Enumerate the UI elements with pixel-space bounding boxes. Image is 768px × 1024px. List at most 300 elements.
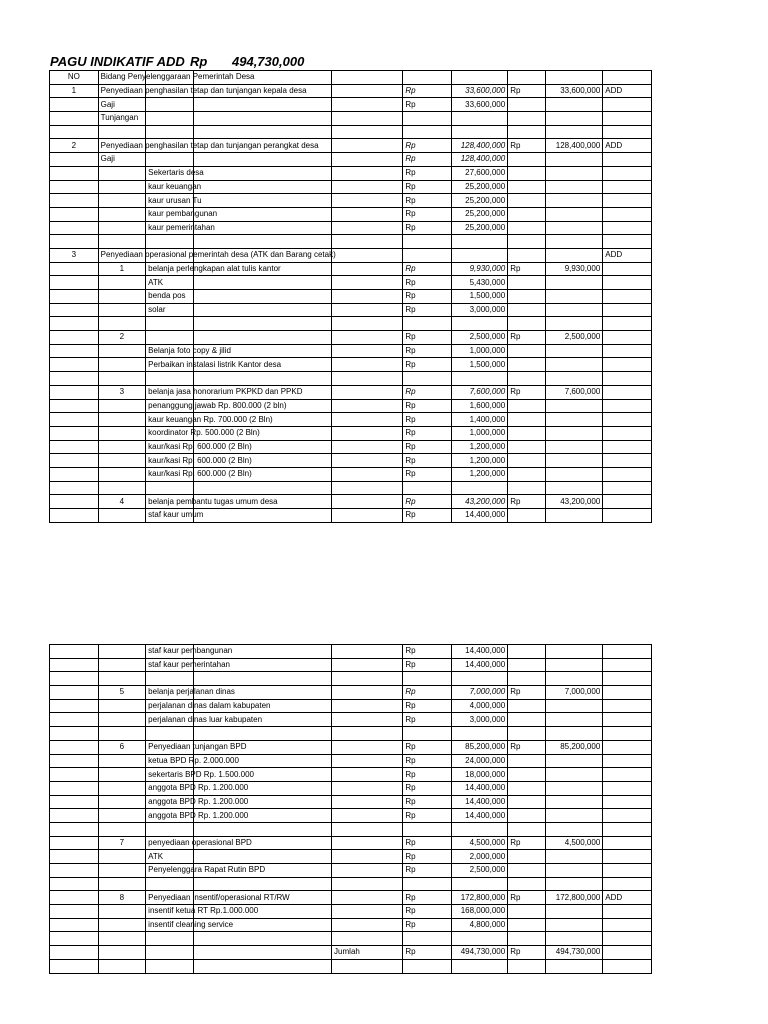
table-cell bbox=[98, 399, 146, 413]
table-cell: Rp bbox=[403, 344, 452, 358]
table-cell bbox=[50, 344, 99, 358]
table-cell bbox=[50, 932, 99, 946]
table-cell bbox=[603, 946, 652, 960]
table-cell bbox=[546, 358, 603, 372]
table-cell bbox=[98, 180, 146, 194]
table-cell bbox=[146, 125, 194, 139]
table-cell bbox=[603, 262, 652, 276]
table-row bbox=[50, 290, 652, 304]
table-cell bbox=[603, 194, 652, 208]
table-cell bbox=[50, 372, 99, 386]
table-cell bbox=[403, 877, 452, 891]
table-cell: 5,430,000 bbox=[452, 276, 508, 290]
table-cell bbox=[98, 467, 146, 481]
table-cell bbox=[50, 699, 99, 713]
table-cell: 2 bbox=[50, 139, 99, 153]
table-row bbox=[50, 864, 652, 878]
table-cell bbox=[403, 727, 452, 741]
table-row bbox=[50, 509, 652, 523]
table-cell bbox=[546, 248, 603, 262]
table-cell bbox=[193, 194, 331, 208]
table-cell: anggota BPD Rp. 1.200.000 bbox=[146, 781, 194, 795]
table-cell: ATK bbox=[146, 276, 194, 290]
table-cell bbox=[452, 959, 508, 973]
table-cell: Penyediaan insentif/operasional RT/RW bbox=[146, 891, 194, 905]
table-cell bbox=[603, 686, 652, 700]
table-cell: 8 bbox=[98, 891, 146, 905]
table-cell: 43,200,000 bbox=[452, 495, 508, 509]
table-cell bbox=[452, 317, 508, 331]
table-cell bbox=[50, 809, 99, 823]
table-cell: 4,800,000 bbox=[452, 918, 508, 932]
table-cell bbox=[193, 276, 331, 290]
table-cell bbox=[50, 877, 99, 891]
table-cell bbox=[546, 180, 603, 194]
table-cell bbox=[50, 645, 99, 659]
table-cell bbox=[546, 822, 603, 836]
table-row bbox=[50, 658, 652, 672]
table-cell bbox=[508, 932, 546, 946]
table-cell: Rp bbox=[403, 645, 452, 659]
table-cell bbox=[332, 303, 403, 317]
table-cell: ADD bbox=[603, 84, 652, 98]
table-row bbox=[50, 467, 652, 481]
table-cell bbox=[508, 413, 546, 427]
table-cell: 168,000,000 bbox=[452, 905, 508, 919]
table-cell bbox=[332, 426, 403, 440]
table-cell: Gaji bbox=[98, 98, 146, 112]
table-cell bbox=[98, 877, 146, 891]
table-cell bbox=[98, 754, 146, 768]
table-cell: 2,500,000 bbox=[452, 331, 508, 345]
table-cell bbox=[50, 754, 99, 768]
table-cell bbox=[508, 207, 546, 221]
table-cell bbox=[50, 672, 99, 686]
table-cell: Rp bbox=[508, 686, 546, 700]
table-row bbox=[50, 262, 652, 276]
table-cell bbox=[98, 481, 146, 495]
table-cell bbox=[603, 180, 652, 194]
table-cell: 14,400,000 bbox=[452, 781, 508, 795]
table-cell bbox=[50, 467, 99, 481]
table-cell bbox=[508, 166, 546, 180]
table-cell bbox=[508, 481, 546, 495]
table-cell bbox=[603, 331, 652, 345]
table-cell bbox=[332, 467, 403, 481]
table-cell bbox=[332, 358, 403, 372]
table-cell bbox=[332, 740, 403, 754]
table-cell bbox=[546, 303, 603, 317]
table-cell: Rp bbox=[403, 658, 452, 672]
table-row bbox=[50, 699, 652, 713]
table-cell bbox=[98, 905, 146, 919]
table-cell: 43,200,000 bbox=[546, 495, 603, 509]
table-cell bbox=[98, 795, 146, 809]
table-row bbox=[50, 194, 652, 208]
table-cell bbox=[50, 399, 99, 413]
table-cell bbox=[546, 399, 603, 413]
table-cell bbox=[50, 235, 99, 249]
table-cell bbox=[508, 317, 546, 331]
table-row bbox=[50, 153, 652, 167]
table-row bbox=[50, 71, 652, 85]
table-cell bbox=[546, 235, 603, 249]
table-cell: 4,500,000 bbox=[546, 836, 603, 850]
table-cell bbox=[98, 413, 146, 427]
table-cell bbox=[50, 713, 99, 727]
table-cell bbox=[546, 932, 603, 946]
table-cell bbox=[146, 331, 194, 345]
table-cell bbox=[50, 180, 99, 194]
table-cell: kaur/kasi Rp. 600.000 (2 Bln) bbox=[146, 440, 194, 454]
table-cell bbox=[332, 454, 403, 468]
table-cell bbox=[98, 372, 146, 386]
table-row bbox=[50, 303, 652, 317]
table-cell bbox=[332, 850, 403, 864]
table-cell bbox=[332, 385, 403, 399]
table-cell bbox=[332, 262, 403, 276]
table-cell bbox=[50, 413, 99, 427]
table-cell bbox=[50, 918, 99, 932]
table-cell bbox=[603, 905, 652, 919]
table-cell bbox=[546, 481, 603, 495]
table-cell bbox=[603, 235, 652, 249]
table-row bbox=[50, 235, 652, 249]
table-cell: Rp bbox=[403, 180, 452, 194]
table-row bbox=[50, 781, 652, 795]
table-cell: Rp bbox=[403, 276, 452, 290]
table-cell bbox=[50, 727, 99, 741]
table-cell bbox=[546, 959, 603, 973]
table-cell bbox=[146, 235, 194, 249]
table-cell bbox=[508, 509, 546, 523]
table-cell bbox=[603, 98, 652, 112]
table-cell bbox=[546, 727, 603, 741]
table-cell bbox=[546, 194, 603, 208]
table-cell bbox=[508, 112, 546, 126]
table-cell bbox=[332, 207, 403, 221]
table-cell bbox=[332, 248, 403, 262]
table-cell bbox=[403, 932, 452, 946]
table-cell bbox=[332, 194, 403, 208]
table-cell bbox=[508, 864, 546, 878]
table-cell bbox=[603, 467, 652, 481]
table-cell: 25,200,000 bbox=[452, 207, 508, 221]
table-cell bbox=[193, 727, 331, 741]
table-cell bbox=[546, 317, 603, 331]
table-cell bbox=[332, 699, 403, 713]
table-cell bbox=[508, 276, 546, 290]
table-cell bbox=[193, 112, 331, 126]
table-cell bbox=[146, 822, 194, 836]
table-cell bbox=[508, 125, 546, 139]
table-row bbox=[50, 180, 652, 194]
table-cell: perjalanan dinas luar kabupaten bbox=[146, 713, 194, 727]
table-cell bbox=[98, 317, 146, 331]
table-cell: 27,600,000 bbox=[452, 166, 508, 180]
table-cell: Rp bbox=[403, 740, 452, 754]
table-cell bbox=[508, 221, 546, 235]
table-cell: benda pos bbox=[146, 290, 194, 304]
table-cell: Rp bbox=[403, 795, 452, 809]
table-row bbox=[50, 221, 652, 235]
table-cell bbox=[193, 180, 331, 194]
table-cell: 2,000,000 bbox=[452, 850, 508, 864]
table-cell bbox=[546, 276, 603, 290]
table-cell bbox=[193, 932, 331, 946]
table-cell: 4,000,000 bbox=[452, 699, 508, 713]
table-row bbox=[50, 454, 652, 468]
table-cell bbox=[546, 672, 603, 686]
table-cell: 1,000,000 bbox=[452, 426, 508, 440]
table-cell bbox=[193, 850, 331, 864]
table-cell: 1,500,000 bbox=[452, 358, 508, 372]
table-cell bbox=[50, 905, 99, 919]
table-cell bbox=[332, 290, 403, 304]
table-cell: 3,000,000 bbox=[452, 713, 508, 727]
table-cell bbox=[50, 495, 99, 509]
table-cell bbox=[146, 672, 194, 686]
table-cell: Rp bbox=[403, 426, 452, 440]
table-cell bbox=[50, 276, 99, 290]
table-cell bbox=[98, 658, 146, 672]
table-cell bbox=[546, 809, 603, 823]
title-amount: 494,730,000 bbox=[232, 54, 305, 69]
table-cell: Rp bbox=[403, 495, 452, 509]
table-row bbox=[50, 768, 652, 782]
table-cell: belanja pembantu tugas umum desa bbox=[146, 495, 194, 509]
table-cell bbox=[508, 303, 546, 317]
table-cell bbox=[146, 932, 194, 946]
table-cell: Rp bbox=[403, 440, 452, 454]
table-cell bbox=[452, 248, 508, 262]
table-cell bbox=[50, 207, 99, 221]
table-cell bbox=[332, 139, 403, 153]
table-cell: 18,000,000 bbox=[452, 768, 508, 782]
table-cell bbox=[603, 781, 652, 795]
table-cell bbox=[403, 959, 452, 973]
table-cell bbox=[603, 918, 652, 932]
table-cell bbox=[332, 180, 403, 194]
table-cell bbox=[193, 125, 331, 139]
table-cell bbox=[603, 754, 652, 768]
table-cell: anggota BPD Rp. 1.200.000 bbox=[146, 809, 194, 823]
table-cell bbox=[508, 344, 546, 358]
table-cell: 2 bbox=[98, 331, 146, 345]
table-cell bbox=[332, 413, 403, 427]
table-row bbox=[50, 686, 652, 700]
table-cell bbox=[508, 959, 546, 973]
table-cell: kaur/kasi Rp. 600.000 (2 Bln) bbox=[146, 454, 194, 468]
table-cell bbox=[508, 699, 546, 713]
table-cell bbox=[146, 877, 194, 891]
table-cell bbox=[546, 699, 603, 713]
table-cell bbox=[98, 713, 146, 727]
table-row bbox=[50, 248, 652, 262]
table-row bbox=[50, 112, 652, 126]
table-cell bbox=[146, 727, 194, 741]
table-cell: 172,800,000 bbox=[546, 891, 603, 905]
table-cell bbox=[50, 822, 99, 836]
table-cell bbox=[332, 495, 403, 509]
table-cell bbox=[98, 727, 146, 741]
budget-table-part-2 bbox=[49, 644, 652, 974]
table-cell bbox=[98, 768, 146, 782]
table-cell: Rp bbox=[508, 385, 546, 399]
table-cell bbox=[193, 372, 331, 386]
table-cell bbox=[193, 672, 331, 686]
table-cell bbox=[546, 426, 603, 440]
table-cell: insentif cleaning service bbox=[146, 918, 194, 932]
table-cell bbox=[546, 781, 603, 795]
table-cell bbox=[603, 454, 652, 468]
table-cell bbox=[146, 112, 194, 126]
table-cell: 5 bbox=[98, 686, 146, 700]
table-cell bbox=[603, 864, 652, 878]
table-cell: staf kaur umum bbox=[146, 509, 194, 523]
table-cell bbox=[193, 303, 331, 317]
table-cell bbox=[403, 235, 452, 249]
table-cell: Rp bbox=[403, 864, 452, 878]
table-cell bbox=[403, 822, 452, 836]
table-cell bbox=[546, 290, 603, 304]
table-cell bbox=[50, 795, 99, 809]
table-cell bbox=[332, 481, 403, 495]
table-cell bbox=[603, 959, 652, 973]
table-cell bbox=[603, 166, 652, 180]
table-cell bbox=[508, 645, 546, 659]
table-cell bbox=[332, 836, 403, 850]
table-cell bbox=[332, 235, 403, 249]
table-cell bbox=[332, 509, 403, 523]
table-cell: Rp bbox=[403, 413, 452, 427]
table-cell: Rp bbox=[403, 207, 452, 221]
table-cell bbox=[546, 112, 603, 126]
table-cell bbox=[603, 877, 652, 891]
table-cell bbox=[508, 98, 546, 112]
table-row bbox=[50, 139, 652, 153]
table-row bbox=[50, 672, 652, 686]
table-cell: 9,930,000 bbox=[546, 262, 603, 276]
table-cell bbox=[403, 112, 452, 126]
table-cell: Rp bbox=[403, 194, 452, 208]
table-cell bbox=[50, 194, 99, 208]
table-cell bbox=[98, 290, 146, 304]
table-cell: Rp bbox=[403, 399, 452, 413]
table-cell bbox=[508, 918, 546, 932]
table-cell bbox=[50, 959, 99, 973]
table-cell bbox=[146, 372, 194, 386]
table-cell bbox=[332, 399, 403, 413]
table-row bbox=[50, 713, 652, 727]
table-cell bbox=[332, 918, 403, 932]
table-cell bbox=[50, 740, 99, 754]
table-cell bbox=[332, 658, 403, 672]
table-cell bbox=[332, 713, 403, 727]
table-cell: 1,500,000 bbox=[452, 290, 508, 304]
table-cell: 2,500,000 bbox=[546, 331, 603, 345]
table-cell bbox=[332, 372, 403, 386]
table-cell: staf kaur pemerintahan bbox=[146, 658, 194, 672]
table-cell: 1 bbox=[98, 262, 146, 276]
table-cell bbox=[603, 303, 652, 317]
table-cell bbox=[50, 454, 99, 468]
table-cell bbox=[50, 166, 99, 180]
table-cell bbox=[98, 344, 146, 358]
table-cell bbox=[603, 658, 652, 672]
table-cell bbox=[603, 672, 652, 686]
table-cell bbox=[98, 959, 146, 973]
table-cell: Rp bbox=[403, 699, 452, 713]
table-cell bbox=[332, 781, 403, 795]
table-cell bbox=[332, 864, 403, 878]
table-cell: Rp bbox=[403, 290, 452, 304]
table-cell bbox=[146, 946, 194, 960]
table-cell bbox=[332, 112, 403, 126]
table-cell: kaur pemerintahan bbox=[146, 221, 194, 235]
table-cell bbox=[332, 71, 403, 85]
table-cell bbox=[508, 754, 546, 768]
table-cell bbox=[546, 754, 603, 768]
table-cell bbox=[508, 905, 546, 919]
table-cell bbox=[98, 946, 146, 960]
table-cell bbox=[193, 959, 331, 973]
table-row bbox=[50, 727, 652, 741]
table-cell bbox=[332, 166, 403, 180]
table-cell: 7,600,000 bbox=[452, 385, 508, 399]
table-cell bbox=[603, 699, 652, 713]
table-cell bbox=[50, 864, 99, 878]
table-cell bbox=[146, 317, 194, 331]
table-cell bbox=[546, 153, 603, 167]
table-cell: 7,600,000 bbox=[546, 385, 603, 399]
table-cell bbox=[98, 235, 146, 249]
table-cell bbox=[146, 481, 194, 495]
table-cell bbox=[50, 426, 99, 440]
table-cell bbox=[332, 877, 403, 891]
title-currency: Rp bbox=[190, 54, 208, 69]
table-cell bbox=[50, 153, 99, 167]
table-cell: 494,730,000 bbox=[546, 946, 603, 960]
table-cell bbox=[98, 822, 146, 836]
table-cell bbox=[546, 221, 603, 235]
table-cell bbox=[193, 98, 331, 112]
table-row bbox=[50, 84, 652, 98]
table-cell bbox=[603, 344, 652, 358]
table-cell: 25,200,000 bbox=[452, 180, 508, 194]
table-cell bbox=[508, 768, 546, 782]
table-cell: Rp bbox=[403, 891, 452, 905]
table-cell: 14,400,000 bbox=[452, 658, 508, 672]
table-cell: Rp bbox=[508, 331, 546, 345]
table-cell bbox=[98, 918, 146, 932]
table-row bbox=[50, 918, 652, 932]
table-cell bbox=[603, 385, 652, 399]
table-cell: Rp bbox=[403, 385, 452, 399]
table-cell: kaur keuangan bbox=[146, 180, 194, 194]
table-row bbox=[50, 358, 652, 372]
table-cell bbox=[50, 112, 99, 126]
table-cell bbox=[508, 781, 546, 795]
table-cell bbox=[546, 877, 603, 891]
table-cell bbox=[603, 276, 652, 290]
table-cell: Rp bbox=[403, 686, 452, 700]
table-cell bbox=[546, 454, 603, 468]
table-cell: Rp bbox=[508, 891, 546, 905]
table-cell bbox=[508, 290, 546, 304]
table-row bbox=[50, 426, 652, 440]
table-cell bbox=[508, 822, 546, 836]
